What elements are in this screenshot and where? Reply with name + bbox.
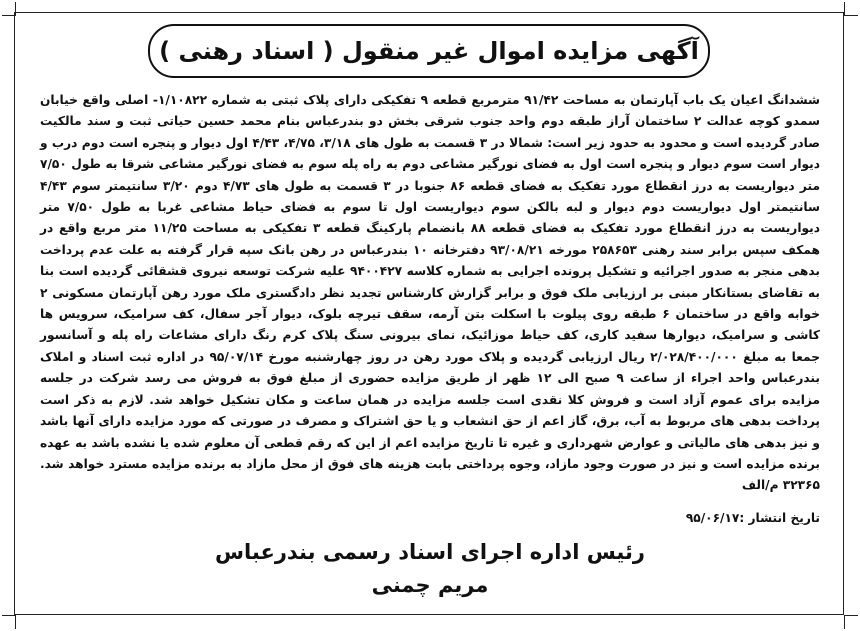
signatory-title: رئیس اداره اجرای اسناد رسمی بندرعباس xyxy=(215,540,645,564)
notice-title: آگهی مزایده اموال غیر منقول ( اسناد رهنی ) xyxy=(159,37,699,65)
notice-body: ششدانگ اعیان یک باب آپارتمان به مساحت ۹۱/۴۲ مترمربع قطعه ۹ تفکیکی دارای پلاک ثبتی به شماره ۱/۱۰۸۲۲- اصلی واقع خیابان سمدو کوچه عدالت ۲ ساختمان آراز طبقه دوم واحد جنوب شرقی بخش دو بندرعباس بنام محمد حسین حیاتی ثبت و سند مالکیت صادر گردیده است و محدود به حدود زیر است: شمالا در ۳ قسمت به طول های ۳/۱۸، ۴/۷۵، ۴/۴۳ اول دیوار و پنجره است دوم درب و دیوار است سوم دیوار و پنجره است اول به فضای نورگیر مشاعی دوم به راه پله سوم به فضای نورگیر مشاعی شرقا به طول ۷/۵۰ متر دیواریست به درز انقطاع مورد تفکیک به فضای قطعه ۸۶ جنوبا در ۳ قسمت به طول های ۴/۷۳ دوم ۳/۲۰ سانتیمتر سوم ۴/۴۳ سانتیمتر اول دیواریست دوم دیوار و لبه بالکن سوم دیواریست اول تا سوم به فضای حیاط مشاعی غربا به طول ۷/۵۰ متر دیواریست به درز انقطاع مورد تفکیک به فضای قطعه ۸۸ بانضمام پارکینگ قطعه ۳ تفکیکی به مساحت ۱۱/۲۵ متر مربع واقع در همکف سپس برابر سند رهنی ۲۵۸۶۵۳ مورخه ۹۳/۰۸/۲۱ دفترخانه ۱۰ بندرعباس در رهن بانک سپه قرار گرفته به علت عدم پرداخت بدهی منجر به صدور اجرائیه و تشکیل پرونده اجرایی به شماره کلاسه ۹۴۰۰۴۲۷ علیه شرکت توسعه نیروی قشقائی گردیده است بنا به تقاضای بستانکار مبنی بر ارزیابی ملک فوق و برابر گزارش کارشناس تجدید نظر دادگستری ملک مورد رهن آپارتمان مسکونی ۲ خوابه واقع در ساختمان ۶ طبقه روی پیلوت با اسکلت بتن آرمه، سقف تیرچه بلوک، دیوار آجر سفال، کف سرامیک، سرویس ها کاشی و سرامیک، دیوارها سفید کاری، کف حیاط موزائیک، نمای بیرونی سنگ پلاک کرم رنگ دارای مشاعات راه پله و آسانسور جمعا به مبلغ ۲/۰۲۸/۴۰۰/۰۰۰ ریال ارزیابی گردیده و پلاک مورد رهن در روز چهارشنبه مورخ ۹۵/۰۷/۱۴ در اداره ثبت اسناد و املاک بندرعباس واحد اجراء از ساعت ۹ صبح الی ۱۲ ظهر از طریق مزایده حضوری از مبلغ فوق به فروش می رسد شرکت در جلسه مزایده برای عموم آزاد است و فروش کلا نقدی است جلسه مزایده در همان ساعت و مکان تشکیل خواهد شد. لازم به ذکر است پرداخت بدهی های مربوط به آب، برق، گاز اعم از حق انشعاب و یا حق اشتراک و مصرف در صورتی که مورد مزایده دارای آنها باشد و نیز بدهی های مالیاتی و عوارض شهرداری و غیره تا تاریخ مزایده اعم از این که رقم قطعی آن معلوم شده یا نشده باشد به عهده برنده مزایده است و نیز در صورت وجود مازاد، وجوه پرداختی بابت هزینه های فوق از محل مازاد به برنده مزایده مسترد خواهد شد. ۳۲۳۶۵ م/الف xyxy=(40,93,821,493)
publish-date: تاریخ انتشار :۹۵/۰۶/۱۷ xyxy=(685,511,820,525)
signatory-name: مریم چمنی xyxy=(371,573,489,597)
corner-ornament-bottom-right xyxy=(844,615,858,629)
corner-ornament-bottom-left xyxy=(2,615,16,629)
corner-ornament-top-right xyxy=(844,2,858,16)
corner-ornament-top-left xyxy=(2,2,16,16)
notice-title-box xyxy=(148,24,710,78)
